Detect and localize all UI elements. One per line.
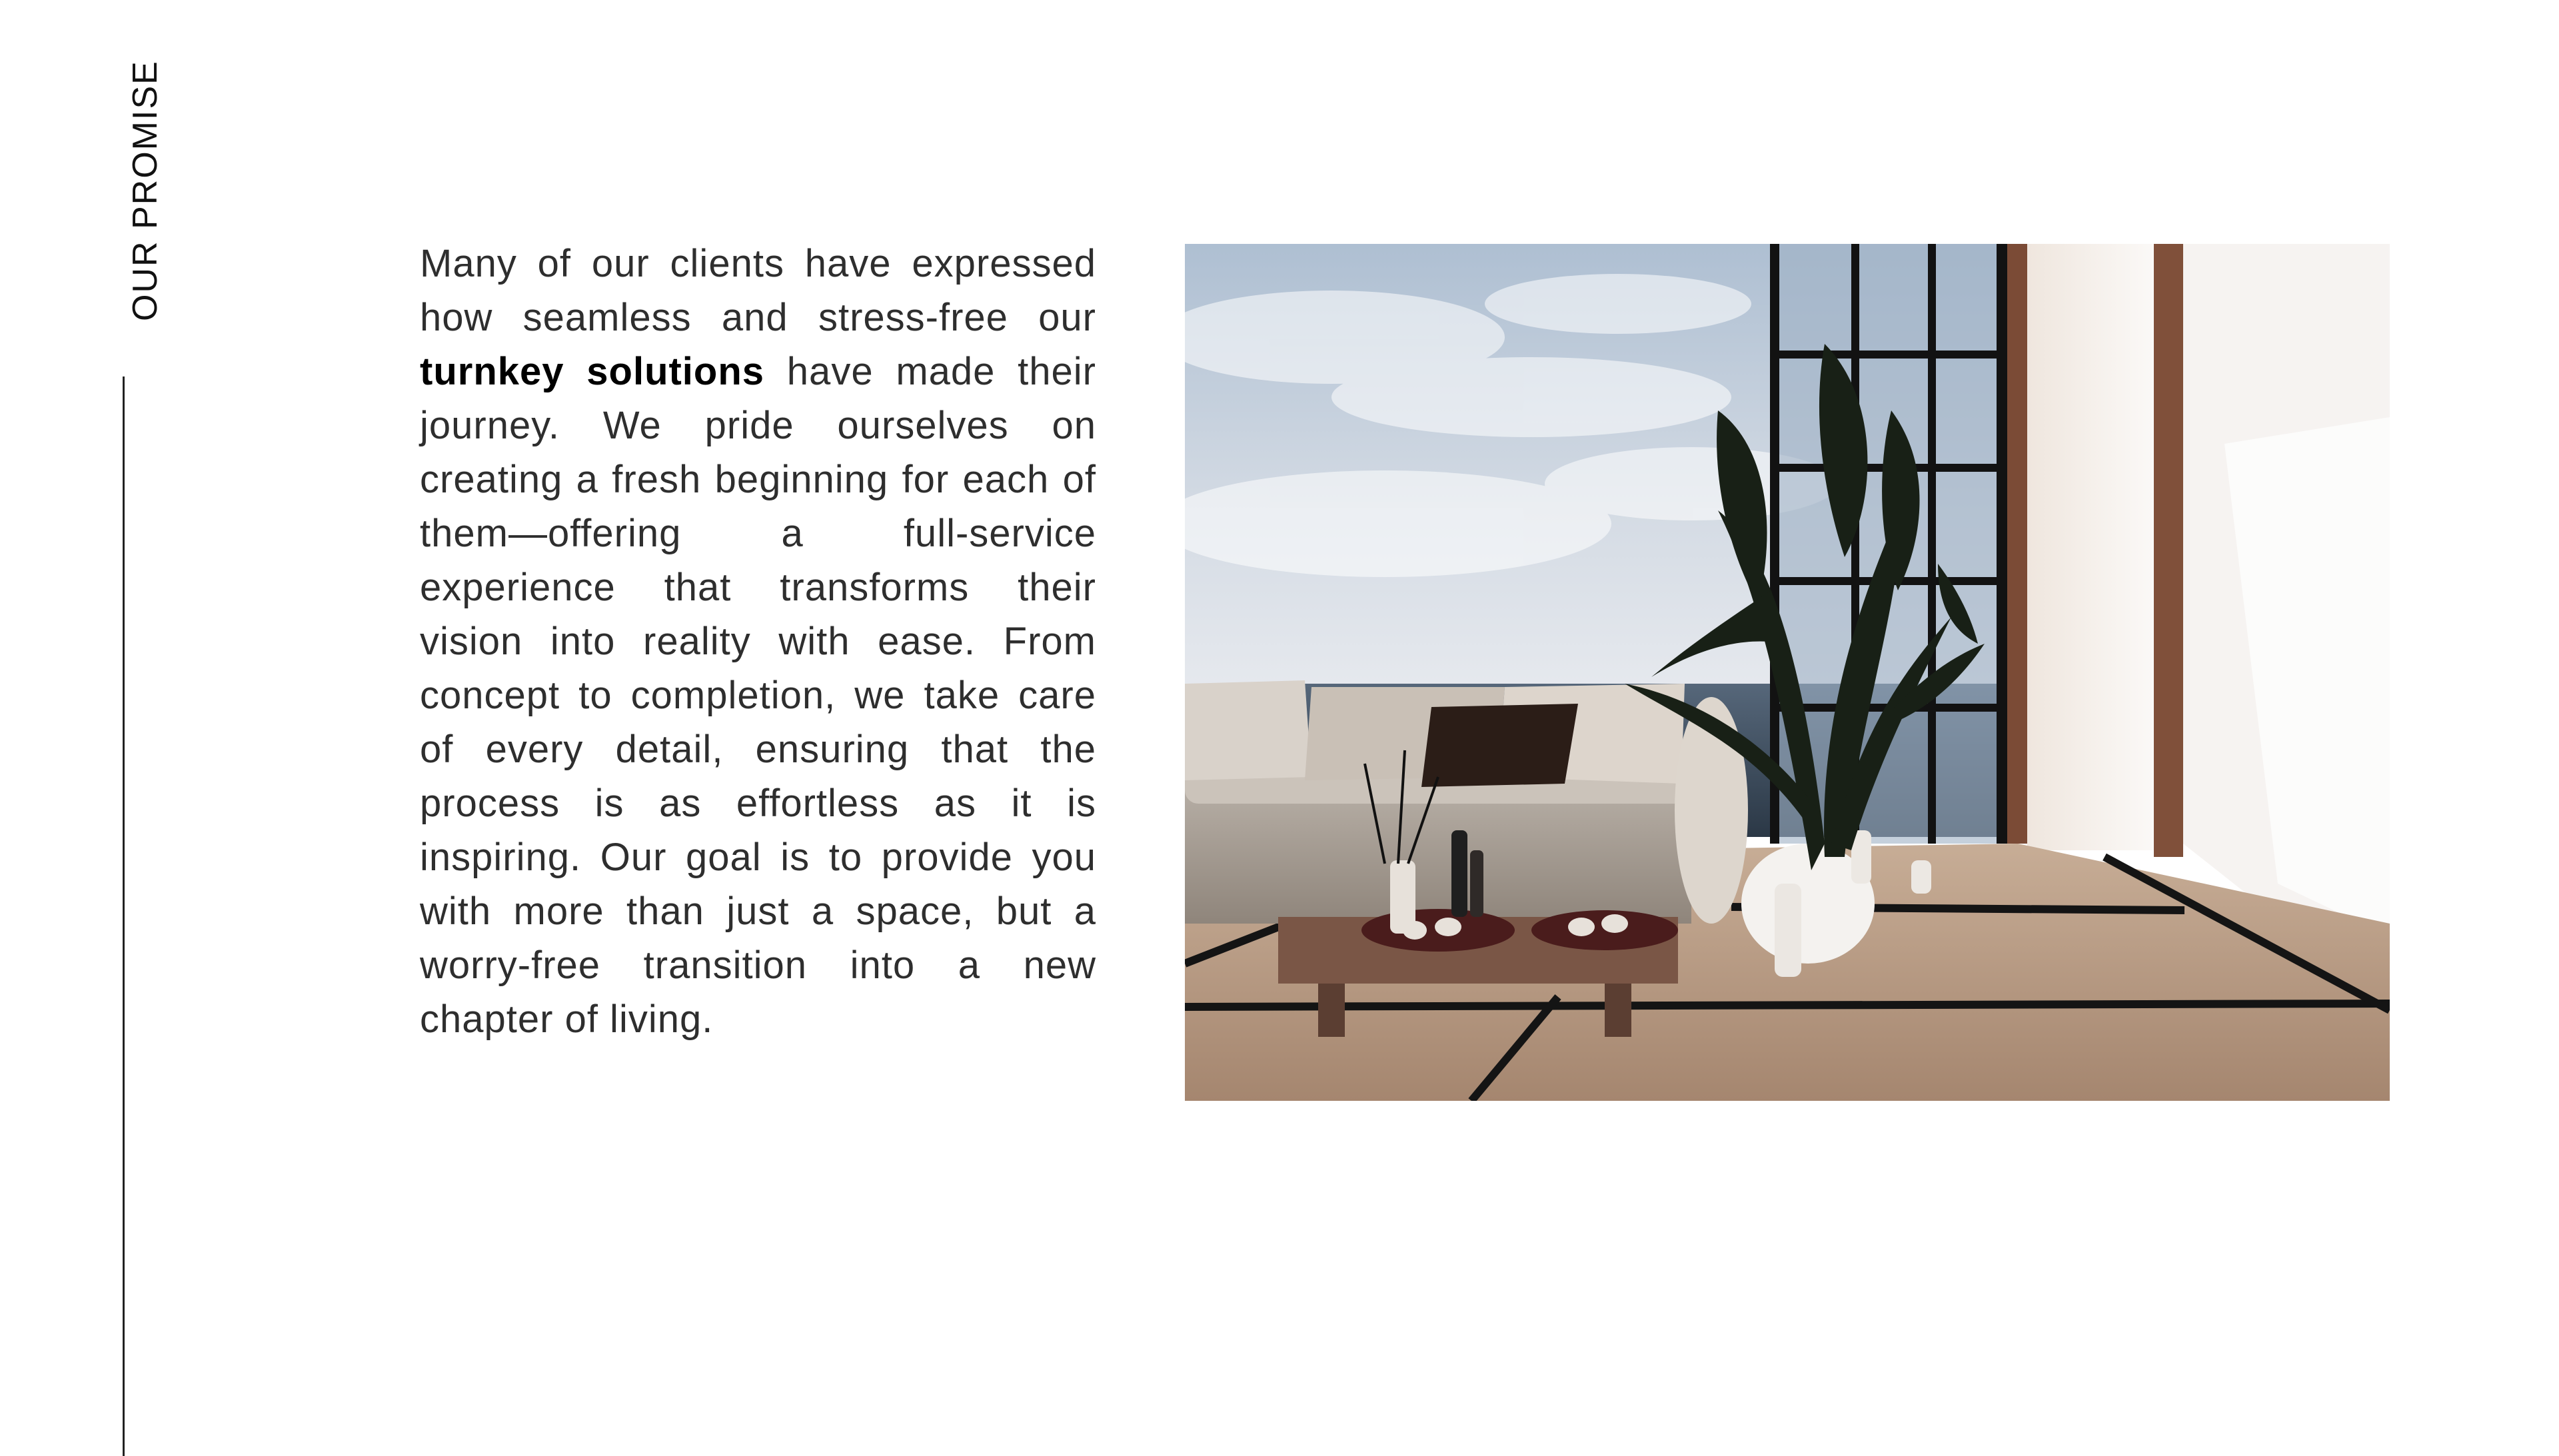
vertical-divider: [123, 376, 125, 1456]
section-label: OUR PROMISE: [126, 60, 165, 321]
paragraph-intro: Many of our clients have expressed how seamless and stress-free our: [420, 242, 1096, 339]
paragraph-highlight: turnkey solutions: [420, 350, 765, 393]
promise-paragraph: [420, 237, 1096, 1046]
paragraph-rest: have made their journey. We pride ourselves on creating a fresh beginning for each of them—offering a full-service experience that transforms their vision into reality with ease. From concept to completion, we take care of every detail, ensuring that the process is as effortless as it is inspiring. Our goal is to provide you with more than just a space, but a worry-free transition into a new chapter of living.: [420, 350, 1096, 1041]
interior-photo: [1185, 244, 2390, 1101]
